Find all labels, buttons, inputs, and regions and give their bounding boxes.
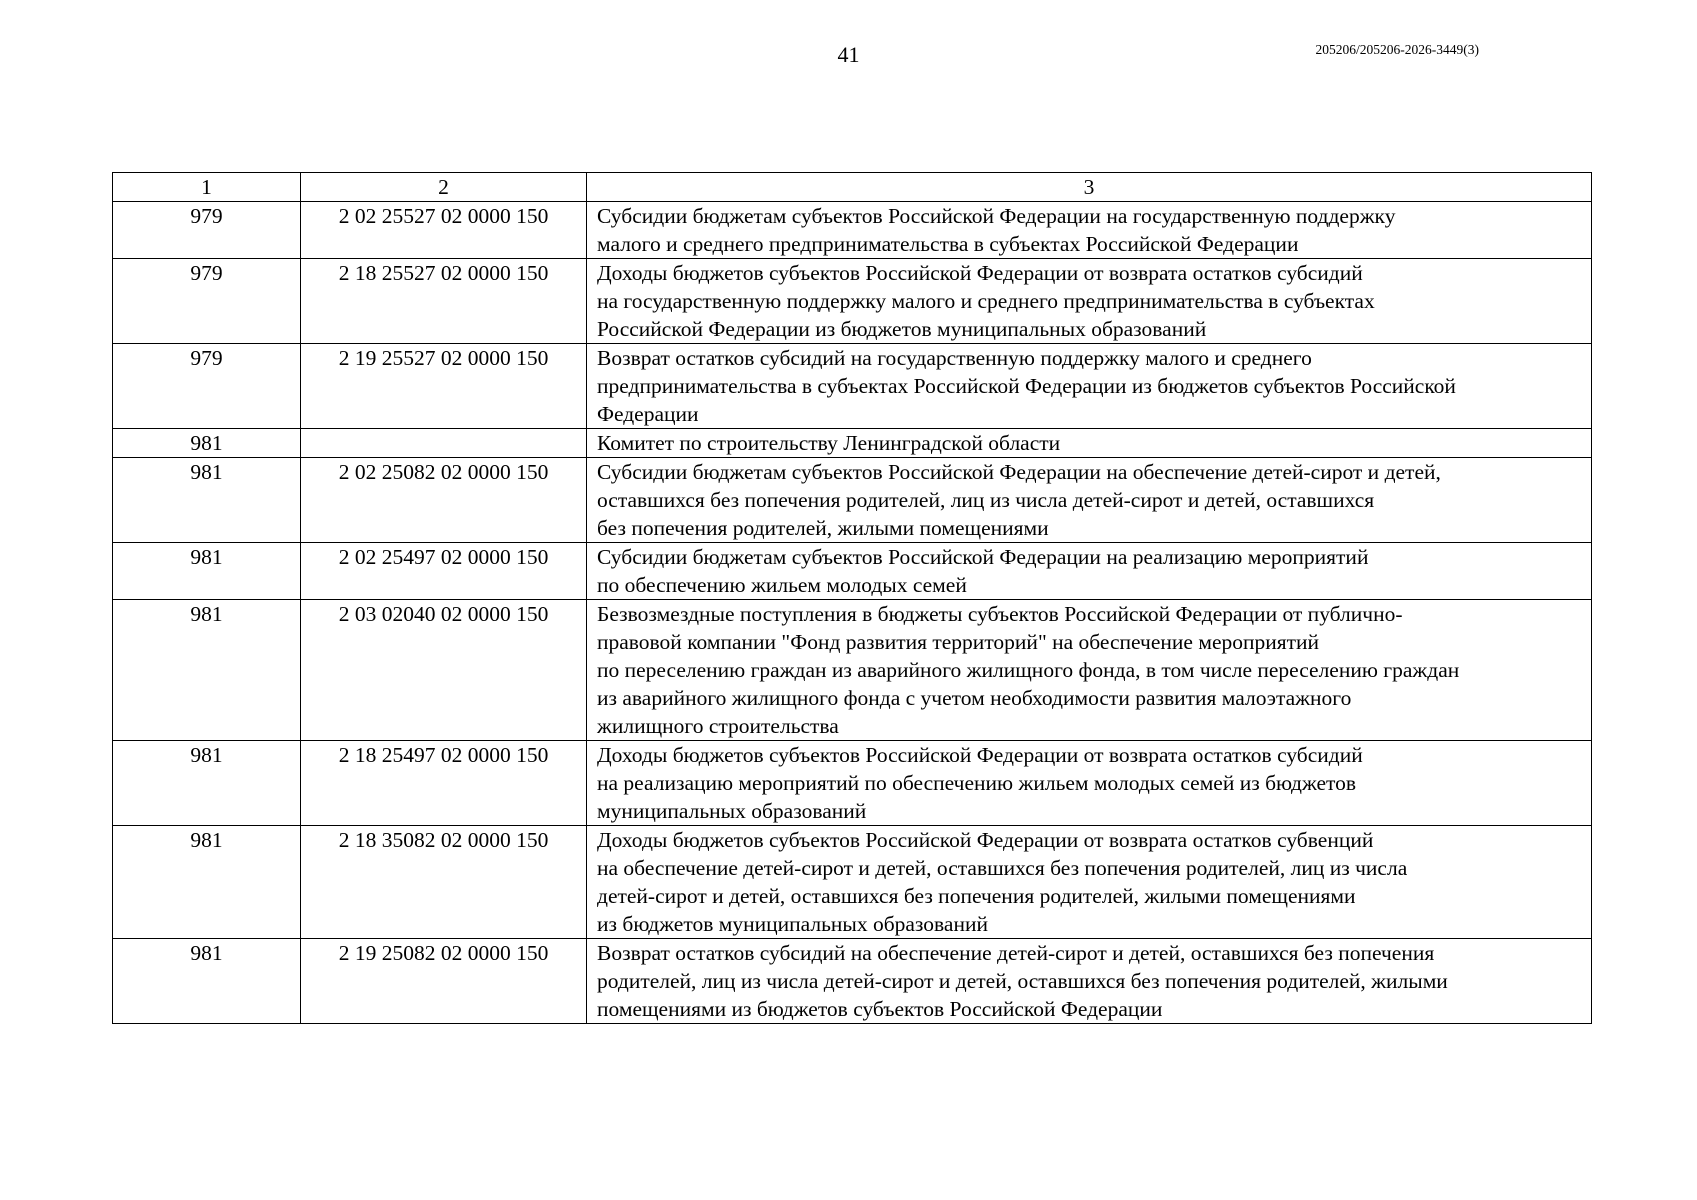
description-line: правовой компании "Фонд развития территорий" на обеспечение мероприятий <box>597 630 1320 654</box>
description-line: Возврат остатков субсидий на обеспечение детей-сирот и детей, оставшихся без попечения <box>597 941 1435 965</box>
description-line: на государственную поддержку малого и среднего предпринимательства в субъектах <box>597 289 1375 313</box>
description-line: помещениями из бюджетов субъектов Российской Федерации <box>597 997 1163 1021</box>
description-line: по переселению граждан из аварийного жилищного фонда, в том числе переселению граждан <box>597 658 1460 682</box>
description-cell <box>587 741 1592 826</box>
description-cell <box>587 202 1592 259</box>
description-cell <box>587 344 1592 429</box>
administrator-code-cell: 981 <box>113 429 301 458</box>
administrator-code-cell: 981 <box>113 458 301 543</box>
description-line: Комитет по строительству Ленинградской области <box>597 431 1061 455</box>
description-line: Доходы бюджетов субъектов Российской Федерации от возврата остатков субсидий <box>597 261 1363 285</box>
administrator-code-cell: 981 <box>113 741 301 826</box>
administrator-code-cell: 979 <box>113 259 301 344</box>
table-row <box>113 458 1592 543</box>
description-line: Возврат остатков субсидий на государственную поддержку малого и среднего <box>597 346 1312 370</box>
description-cell <box>587 826 1592 939</box>
column-header-3: 3 <box>587 173 1592 202</box>
description-line: муниципальных образований <box>597 799 867 823</box>
revenue-code-cell: 2 19 25527 02 0000 150 <box>301 344 587 429</box>
description-line: из аварийного жилищного фонда с учетом необходимости развития малоэтажного <box>597 686 1352 710</box>
administrator-code-cell: 981 <box>113 543 301 600</box>
revenue-code-cell: 2 19 25082 02 0000 150 <box>301 939 587 1024</box>
description-line: предпринимательства в субъектах Российской Федерации из бюджетов субъектов Российской <box>597 374 1456 398</box>
revenue-code-cell: 2 18 25527 02 0000 150 <box>301 259 587 344</box>
table-row <box>113 741 1592 826</box>
table-row <box>113 429 1592 458</box>
description-line: Доходы бюджетов субъектов Российской Федерации от возврата остатков субвенций <box>597 828 1374 852</box>
administrator-code-cell: 981 <box>113 826 301 939</box>
table-row <box>113 543 1592 600</box>
column-header-2: 2 <box>301 173 587 202</box>
description-cell <box>587 458 1592 543</box>
description-cell <box>587 259 1592 344</box>
revenue-code-cell: 2 03 02040 02 0000 150 <box>301 600 587 741</box>
description-line: из бюджетов муниципальных образований <box>597 912 988 936</box>
column-header-1: 1 <box>113 173 301 202</box>
page-number: 41 <box>837 42 860 67</box>
revenue-code-cell: 2 02 25082 02 0000 150 <box>301 458 587 543</box>
description-line: Безвозмездные поступления в бюджеты субъектов Российской Федерации от публично- <box>597 602 1403 626</box>
table-row <box>113 202 1592 259</box>
description-cell <box>587 429 1592 458</box>
description-line: на обеспечение детей-сирот и детей, оставшихся без попечения родителей, лиц из числа <box>597 856 1408 880</box>
description-line: на реализацию мероприятий по обеспечению жильем молодых семей из бюджетов <box>597 771 1357 795</box>
table-row <box>113 939 1592 1024</box>
table-row <box>113 826 1592 939</box>
table-header-row <box>113 173 1592 202</box>
description-line: малого и среднего предпринимательства в субъектах Российской Федерации <box>597 232 1299 256</box>
administrator-code-cell: 981 <box>113 939 301 1024</box>
revenue-code-cell <box>301 429 587 458</box>
description-line: Субсидии бюджетам субъектов Российской Федерации на государственную поддержку <box>597 204 1396 228</box>
description-line: детей-сирот и детей, оставшихся без попечения родителей, жилыми помещениями <box>597 884 1356 908</box>
document-id: 205206/205206-2026-3449(3) <box>1315 42 1479 57</box>
description-line: Субсидии бюджетам субъектов Российской Федерации на обеспечение детей-сирот и детей, <box>597 460 1441 484</box>
revenue-codes-table <box>112 172 1592 1024</box>
description-line: Российской Федерации из бюджетов муниципальных образований <box>597 317 1207 341</box>
description-line: Субсидии бюджетам субъектов Российской Федерации на реализацию мероприятий <box>597 545 1369 569</box>
description-cell <box>587 543 1592 600</box>
description-line: без попечения родителей, жилыми помещениями <box>597 516 1049 540</box>
description-line: Федерации <box>597 402 699 426</box>
description-line: Доходы бюджетов субъектов Российской Федерации от возврата остатков субсидий <box>597 743 1363 767</box>
description-cell <box>587 600 1592 741</box>
administrator-code-cell: 981 <box>113 600 301 741</box>
description-line: жилищного строительства <box>597 714 839 738</box>
revenue-code-cell: 2 02 25527 02 0000 150 <box>301 202 587 259</box>
description-line: оставшихся без попечения родителей, лиц из числа детей-сирот и детей, оставшихся <box>597 488 1375 512</box>
description-line: родителей, лиц из числа детей-сирот и детей, оставшихся без попечения родителей, жилыми <box>597 969 1448 993</box>
table-row <box>113 344 1592 429</box>
revenue-code-cell: 2 18 35082 02 0000 150 <box>301 826 587 939</box>
administrator-code-cell: 979 <box>113 202 301 259</box>
revenue-code-cell: 2 18 25497 02 0000 150 <box>301 741 587 826</box>
administrator-code-cell: 979 <box>113 344 301 429</box>
table-row <box>113 600 1592 741</box>
description-line: по обеспечению жильем молодых семей <box>597 573 967 597</box>
revenue-code-cell: 2 02 25497 02 0000 150 <box>301 543 587 600</box>
description-cell <box>587 939 1592 1024</box>
table-row <box>113 259 1592 344</box>
